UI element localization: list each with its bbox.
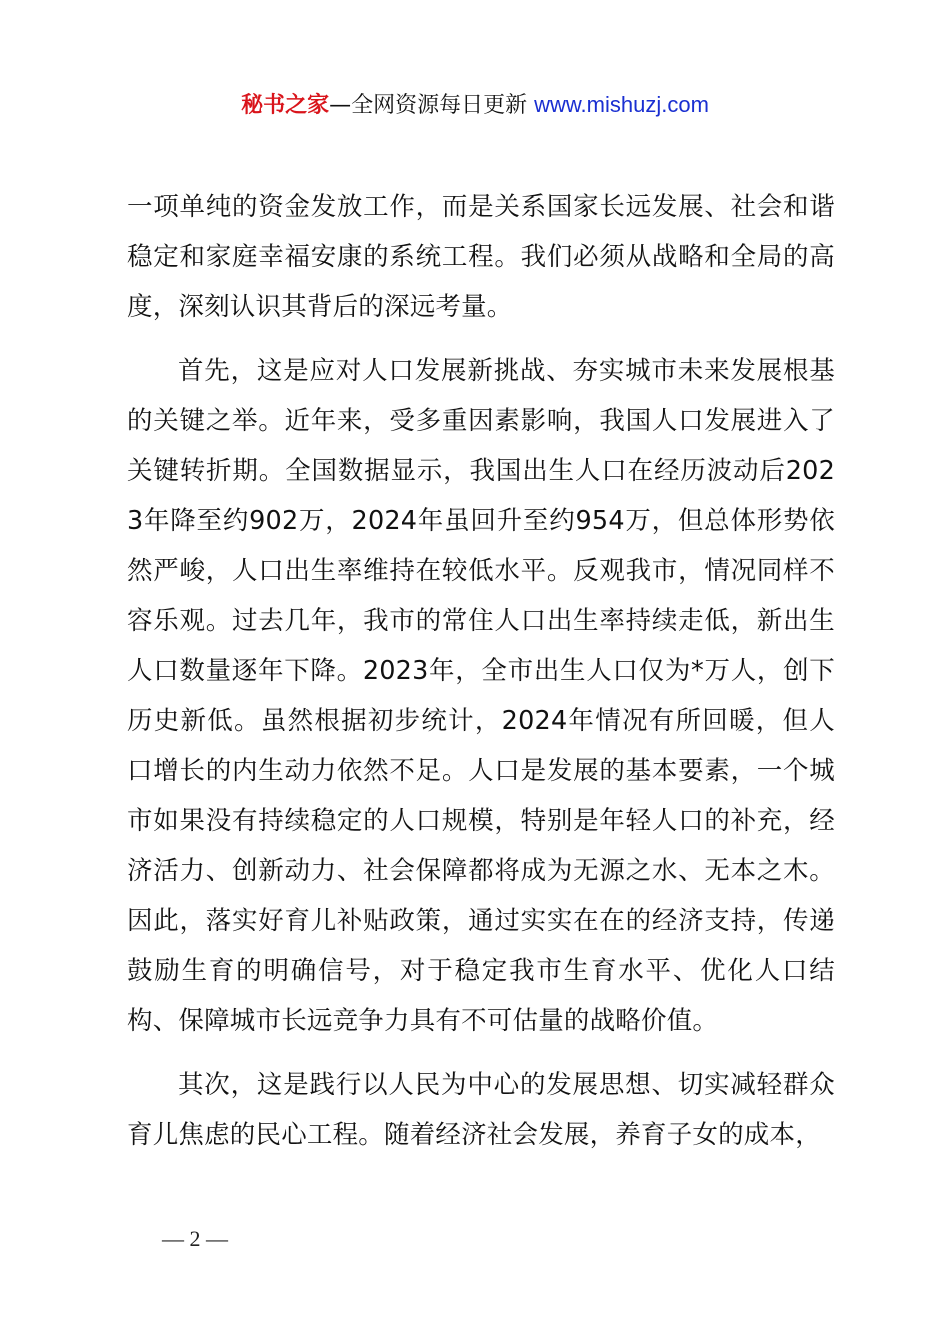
site-header	[0, 88, 950, 123]
document-body	[127, 182, 835, 1174]
paragraph-first-point: 首先，这是应对人口发展新挑战、夯实城市未来发展根基的关键之举。近年来，受多重因素影响，我国人口发展进入了关键转折期。全国数据显示，我国出生人口在经历波动后2023年降至约902万，2024年虽回升至约954万，但总体形势依然严峻，人口出生率维持在较低水平。反观我市，情况同样不容乐观。过去几年，我市的常住人口出生率持续走低，新出生人口数量逐年下降。2023年，全市出生人口仅为*万人，创下历史新低。虽然根据初步统计，2024年情况有所回暖，但人口增长的内生动力依然不足。人口是发展的基本要素，一个城市如果没有持续稳定的人口规模，特别是年轻人口的补充，经济活力、创新动力、社会保障都将成为无源之水、无本之木。因此，落实好育儿补贴政策，通过实实在在的经济支持，传递鼓励生育的明确信号，对于稳定我市生育水平、优化人口结构、保障城市长远竞争力具有不可估量的战略价值。	[127, 356, 835, 1036]
site-url-link[interactable]: www.mishuzj.com	[534, 92, 709, 117]
paragraph-continued: 一项单纯的资金发放工作，而是关系国家长远发展、社会和谐稳定和家庭幸福安康的系统工程。我们必须从战略和全局的高度，深刻认识其背后的深远考量。	[127, 192, 835, 322]
paragraph-second-point: 其次，这是践行以人民为中心的发展思想、切实减轻群众育儿焦虑的民心工程。随着经济社会发展，养育子女的成本，	[127, 1070, 835, 1150]
brand-name: 秘书之家	[241, 93, 330, 118]
page-number: — 2 —	[162, 1226, 228, 1251]
header-tagline: —全网资源每日更新	[329, 93, 535, 118]
